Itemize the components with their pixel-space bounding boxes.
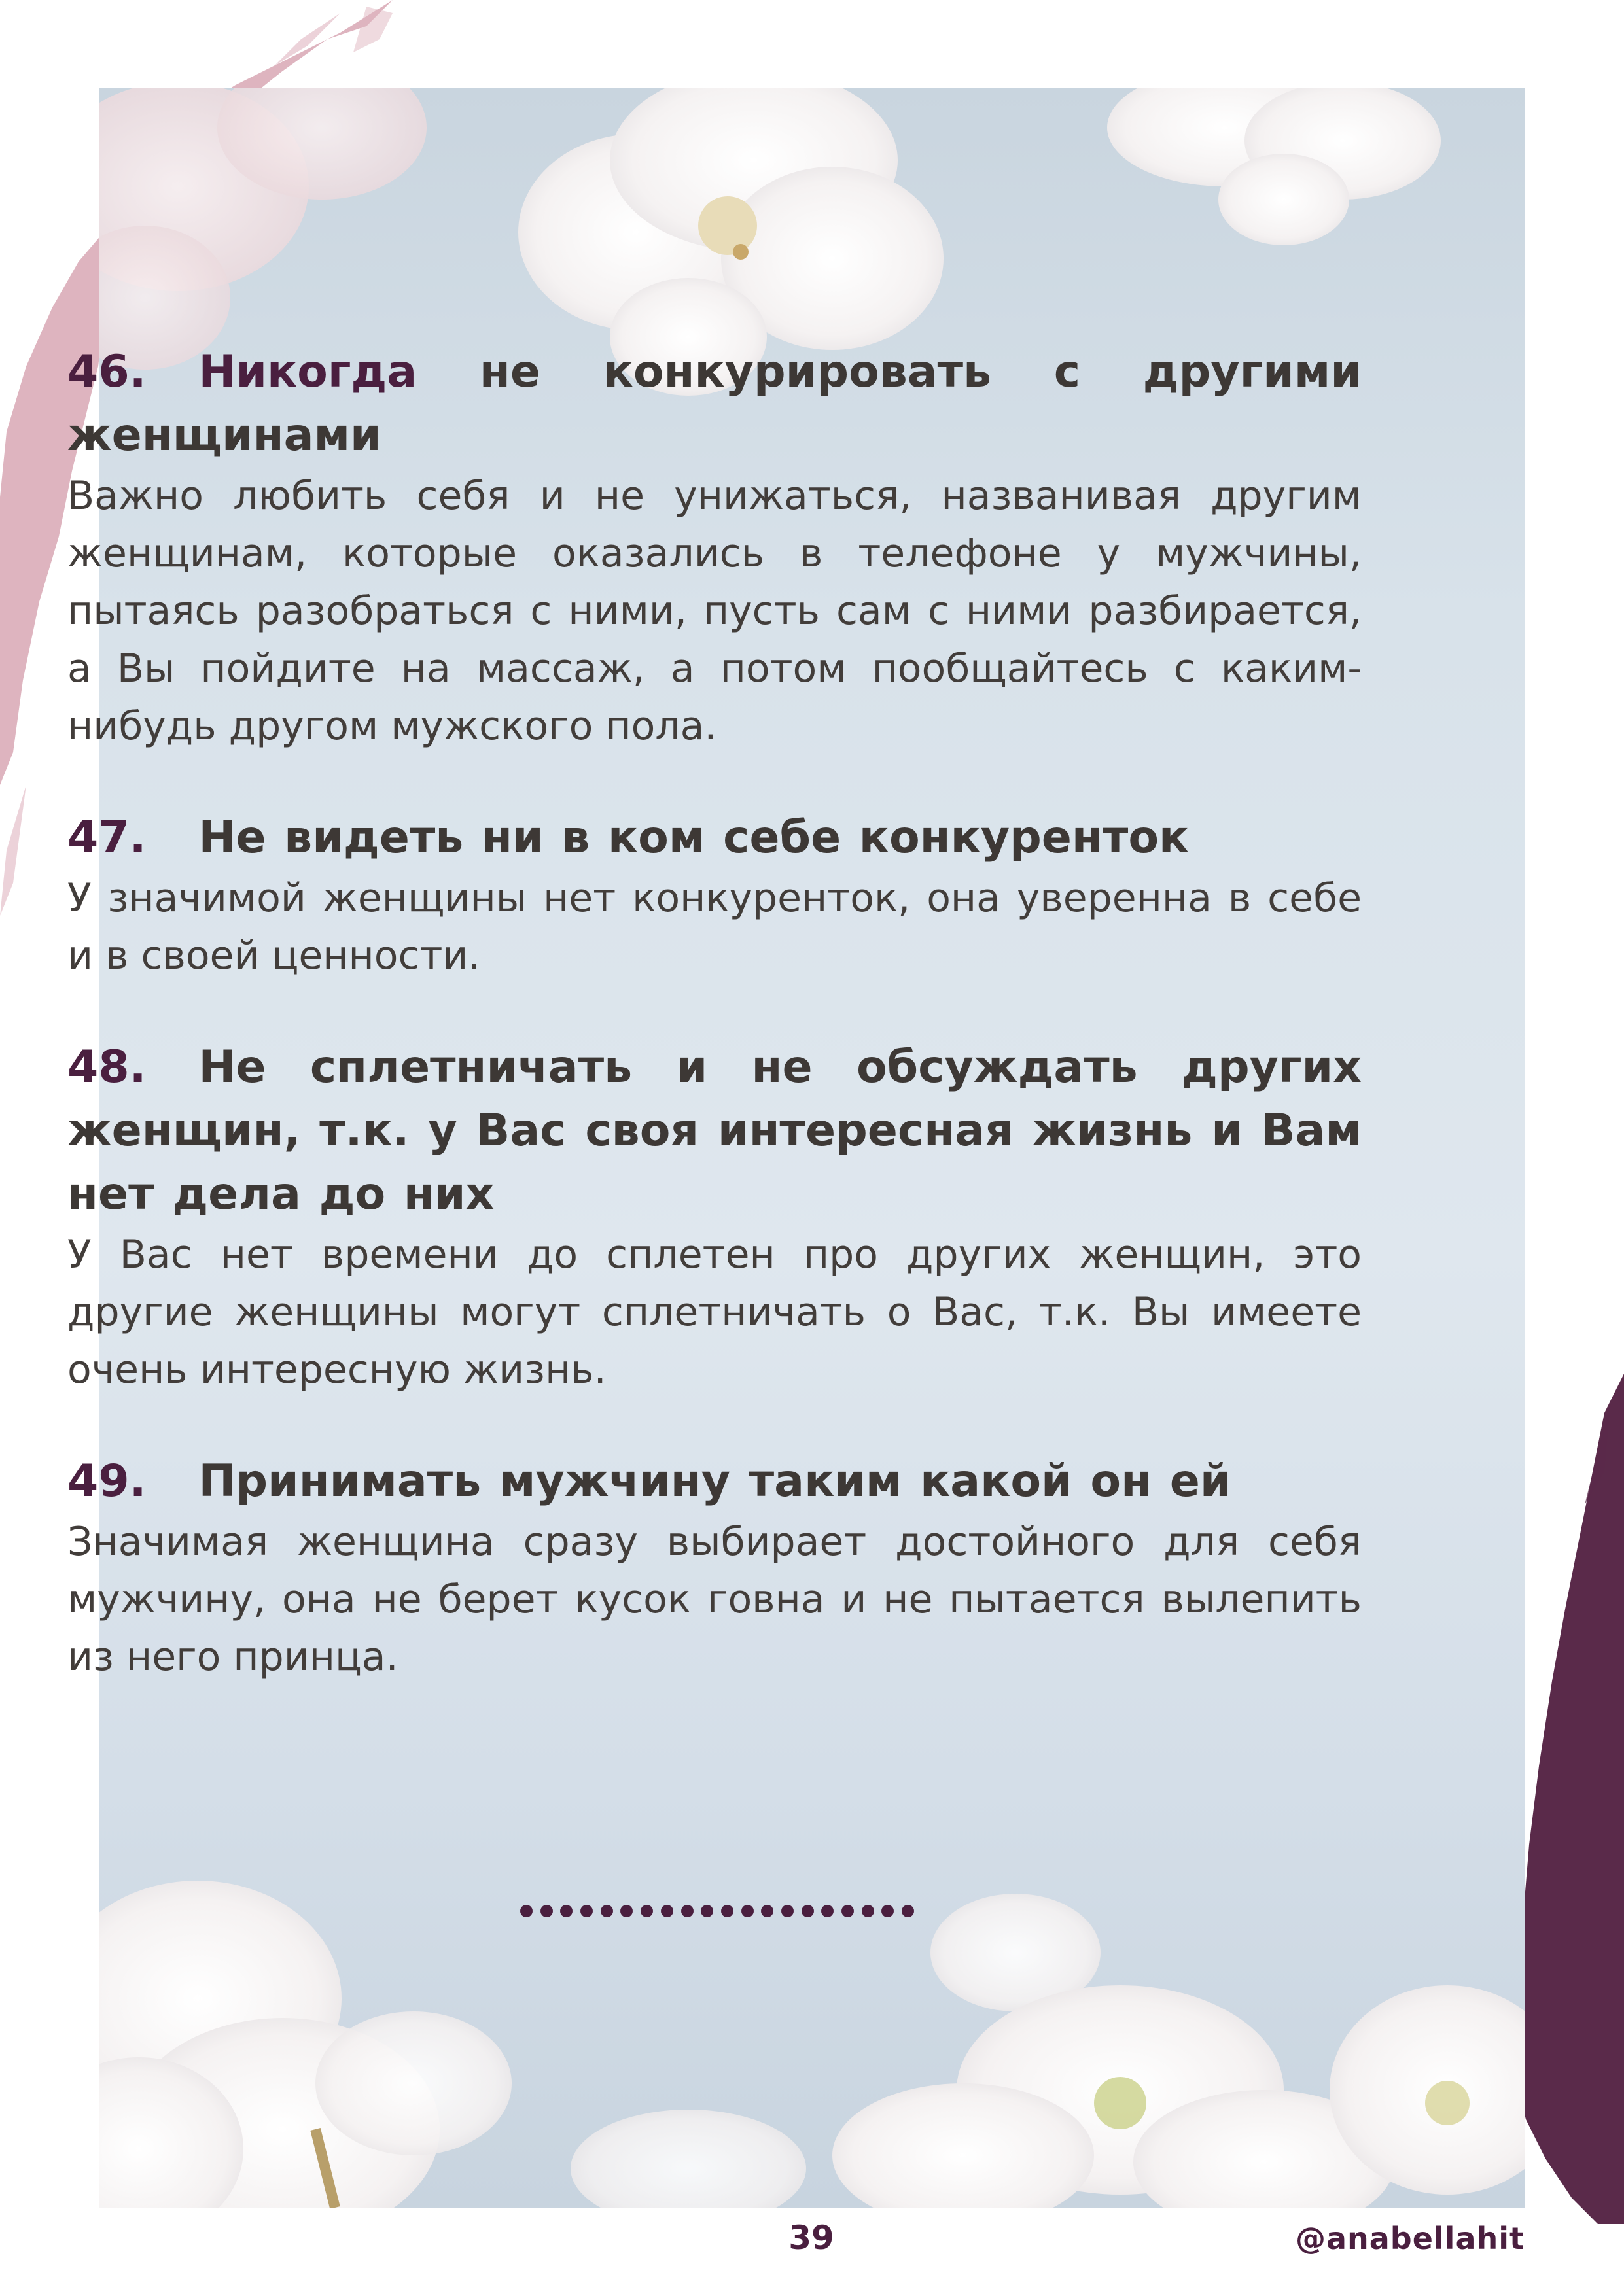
divider-dot — [520, 1905, 533, 1917]
section-number: 49. — [67, 1455, 147, 1507]
heading-text: Не сплетничать и не обсуждать других женщин, т.к. у Вас своя интересная жизнь и Вам нет дела до них — [67, 1041, 1362, 1220]
divider-dot — [540, 1905, 553, 1917]
section-body: У значимой женщины нет конкуренток, она уверенна в себе и в своей ценности. — [67, 875, 1362, 979]
divider-dot — [701, 1905, 713, 1917]
section-49 — [67, 1450, 1362, 1686]
section-heading — [67, 340, 1362, 467]
section-body: У Вас нет времени до сплетен про других женщин, это другие женщины могут сплетничать о Вас, т.к. Вы имеете очень интересную жизнь. — [67, 1232, 1362, 1393]
section-number: 46. — [67, 346, 147, 398]
section-number: 48. — [67, 1041, 147, 1093]
divider-dot — [641, 1905, 653, 1917]
section-46 — [67, 340, 1362, 755]
divider-dot — [681, 1905, 694, 1917]
section-heading — [67, 1035, 1362, 1226]
heading-text: Не видеть ни в ком себе конкуренток — [198, 812, 1190, 863]
divider-dot — [721, 1905, 733, 1917]
section-heading — [67, 1450, 1362, 1513]
section-heading — [67, 806, 1362, 869]
divider-dot — [881, 1905, 894, 1917]
divider-dot — [661, 1905, 673, 1917]
divider-dot — [862, 1905, 874, 1917]
divider-dot — [821, 1905, 834, 1917]
section-body: Значимая женщина сразу выбирает достойного для себя мужчину, она не берет кусок говна и не пытается вылепить из него принца. — [67, 1519, 1362, 1680]
section-number: 47. — [67, 812, 147, 863]
divider-dot — [601, 1905, 613, 1917]
article-content — [67, 340, 1362, 1737]
section-body: Важно любить себя и не унижаться, названивая другим женщинам, которые оказались в телефоне у мужчины, пытаясь разобраться с ними, пусть сам с ними разбирается, а Вы пойдите на массаж, а потом пообщайтесь с каким-нибудь другом мужского пола. — [67, 473, 1362, 749]
divider-dot — [781, 1905, 794, 1917]
divider-dot — [560, 1905, 573, 1917]
divider-dot — [620, 1905, 633, 1917]
divider-dot — [580, 1905, 593, 1917]
section-47 — [67, 806, 1362, 984]
divider-dot — [802, 1905, 814, 1917]
heading-text: не конкурировать с другими женщинами — [67, 346, 1362, 461]
heading-text: Принимать мужчину таким какой он ей — [198, 1455, 1231, 1507]
divider-dot — [841, 1905, 854, 1917]
divider-dot — [902, 1905, 914, 1917]
heading-highlight-word: Никогда — [198, 346, 417, 398]
author-handle: @anabellahit — [1295, 2221, 1525, 2256]
section-48 — [67, 1035, 1362, 1399]
dotted-divider — [520, 1905, 922, 1917]
plum-brush-stroke — [1513, 1374, 1624, 2224]
divider-dot — [741, 1905, 754, 1917]
page-number: 39 — [788, 2219, 834, 2257]
divider-dot — [761, 1905, 773, 1917]
